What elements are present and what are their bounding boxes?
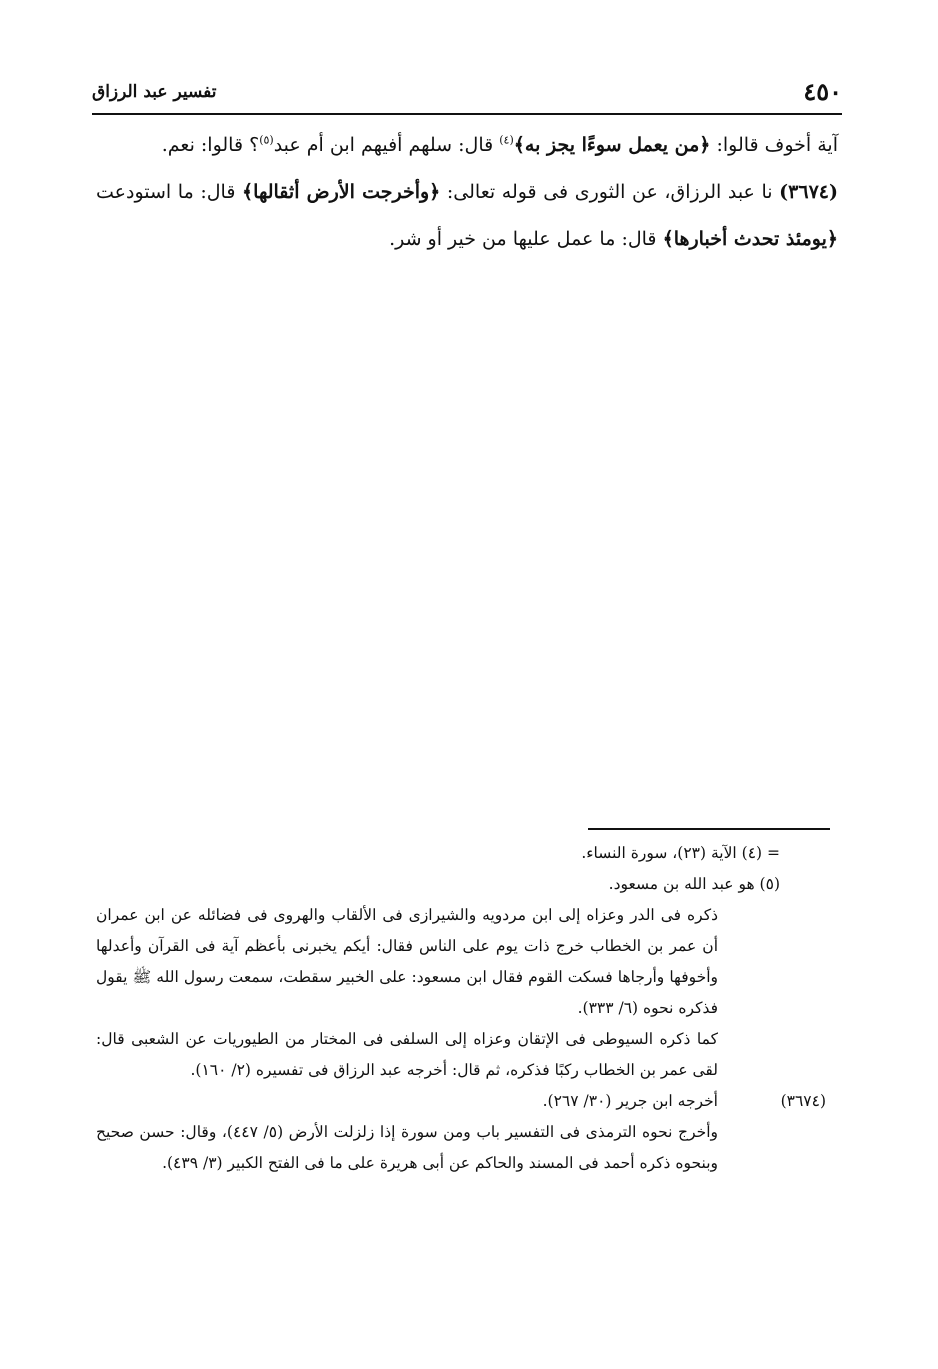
text-run: قال: سلهم أفيهم ابن أم عبد — [273, 134, 500, 156]
quran-quote: ﴿يومئذ تحدث أخبارها﴾ — [662, 228, 838, 250]
paragraph-continuation — [96, 122, 838, 169]
text-run: قال: ما عمل عليها من خير أو شر. — [389, 228, 663, 250]
footnote-5-detail: ذكره فى الدر وعزاه إلى ابن مردويه والشيرازى فى الألقاب والهروى فى فضائله عن ابن عمران أن عمر بن الخطاب خرج ذات يوم على الناس فقال: أيكم يخبرنى بأعظم آية فى القرآن وأعدلها وأخوفها وأرجاها فسكت القوم فقال ابن مسعود: على الخبير سقطت، سمعت رسول الله ﷺ يقول فذكره نحوه (٦/ ٣٣٣). — [96, 906, 718, 1017]
footnote-5-more: كما ذكره السيوطى فى الإتقان وعزاه إلى السلفى فى المختار من الطيوريات عن الشعبى قال: لقى عمر بن الخطاب ركبًا فذكره، ثم قال: أخرجه عبد الرزاق فى تفسيره (٢/ ١٦٠). — [96, 1030, 718, 1079]
text-run: ؟ قالوا: نعم. — [161, 134, 260, 156]
footnote-hadith-3674 — [96, 1086, 838, 1117]
footnote-5: (٥) هو عبد الله بن مسعود. — [608, 875, 780, 893]
hadith-number: (٣٦٧٤) — [779, 181, 838, 203]
text-run: نا عبد الرزاق، عن الثورى فى قوله تعالى: — [440, 181, 780, 203]
text-run: آية أخوف قالوا: — [710, 134, 838, 156]
running-title: تفسير عبد الرزاق — [92, 82, 217, 102]
text-run: قال: ما استودعت — [96, 181, 243, 203]
quran-quote: ﴿وأخرجت الأرض أثقالها﴾ — [242, 181, 441, 203]
footnotes — [96, 838, 838, 1179]
footnote-hadith-line1: أخرجه ابن جرير (٣٠/ ٢٦٧). — [542, 1092, 718, 1110]
footnote-marker: (٥) — [259, 133, 274, 147]
paragraph-hadith-3674 — [96, 169, 838, 263]
footnote-4: = (٤) الآية (٢٣)، سورة النساء. — [581, 844, 780, 862]
main-text — [96, 122, 838, 263]
quran-quote: ﴿من يعمل سوءًا يجز به﴾ — [513, 134, 711, 156]
page-header — [92, 72, 842, 114]
page-number: ٤٥٠ — [803, 77, 842, 106]
footnote-rule — [588, 828, 830, 830]
header-rule — [92, 113, 842, 115]
footnote-hadith-label: (٣٦٧٤) — [780, 1092, 826, 1110]
footnote-marker: (٤) — [499, 133, 514, 147]
footnote-hadith-line2: وأخرج نحوه الترمذى فى التفسير باب ومن سورة إذا زلزلت الأرض (٥/ ٤٤٧)، وقال: حسن صحيح وبنحوه ذكره أحمد فى المسند والحاكم عن أبى هريرة على ما فى الفتح الكبير (٣/ ٤٣٩). — [96, 1123, 718, 1172]
